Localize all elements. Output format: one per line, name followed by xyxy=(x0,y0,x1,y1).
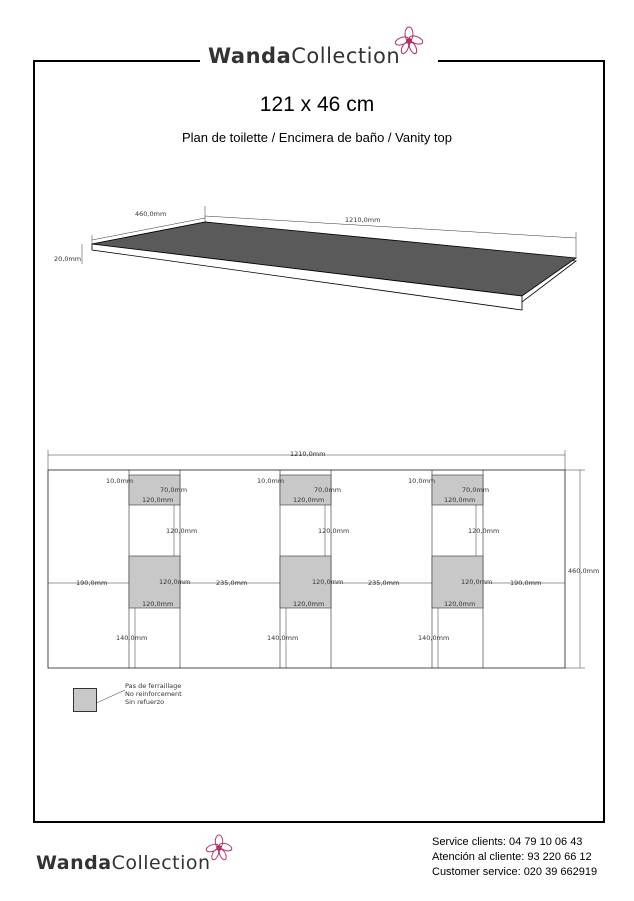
legend-line-en: No reinforcement xyxy=(125,690,182,698)
dim-pad-top-2: 10,0mm xyxy=(257,477,285,485)
dim-pad-width-3a: 120,0mm xyxy=(444,496,476,504)
dim-large-height-2: 120,0mm xyxy=(312,578,344,586)
dim-gap-1: 235,0mm xyxy=(216,579,248,587)
dim-pad-width-1b: 120,0mm xyxy=(142,600,174,608)
brand-word-wanda: Wanda xyxy=(36,852,112,874)
reinforcement-pads xyxy=(129,475,483,608)
brand-word-collection: Collection xyxy=(291,44,401,68)
service-es: Atención al cliente: 93 220 66 12 xyxy=(432,851,592,863)
dim-thickness-perspective: 20,0mm xyxy=(54,255,82,263)
dim-pad-width-1a: 120,0mm xyxy=(142,496,174,504)
dim-spacing-1: 120,0mm xyxy=(166,527,198,535)
dim-spacing-2: 120,0mm xyxy=(318,527,350,535)
dim-small-height-2: 70,0mm xyxy=(314,486,342,494)
service-contacts xyxy=(432,835,597,880)
page-title: 121 x 46 cm xyxy=(259,93,375,116)
dim-edge-left: 190,0mm xyxy=(76,579,108,587)
perspective-view xyxy=(82,206,576,310)
page-subtitle: Plan de toilette / Encimera de baño / Vanity top xyxy=(181,130,453,145)
dim-edge-right: 190,0mm xyxy=(510,579,542,587)
dim-bottom-1: 140,0mm xyxy=(116,634,148,642)
legend-line-es: Sin refuerzo xyxy=(125,698,165,706)
service-fr: Service clients: 04 79 10 06 43 xyxy=(432,836,583,848)
dim-pad-width-2a: 120,0mm xyxy=(293,496,325,504)
dim-pad-width-2b: 120,0mm xyxy=(293,600,325,608)
brand-word-collection: Collection xyxy=(111,852,211,874)
dim-overall-width: 1210,0mm xyxy=(290,450,326,458)
service-en: Customer service: 020 39 662919 xyxy=(432,866,598,878)
dim-large-height-3: 120,0mm xyxy=(461,578,493,586)
dim-pad-width-3b: 120,0mm xyxy=(444,600,476,608)
legend-line-fr: Pas de ferraillage xyxy=(125,682,182,690)
dim-small-height-3: 70,0mm xyxy=(462,486,490,494)
dim-overall-depth: 460,0mm xyxy=(568,567,600,575)
dim-large-height-1: 120,0mm xyxy=(159,578,191,586)
dim-depth-perspective: 460,0mm xyxy=(135,210,167,218)
legend-text xyxy=(125,682,182,706)
dim-gap-2: 235,0mm xyxy=(368,579,400,587)
brand-word-wanda: Wanda xyxy=(208,44,292,68)
dim-spacing-3: 120,0mm xyxy=(468,527,500,535)
dim-pad-top-3: 10,0mm xyxy=(408,477,436,485)
dim-bottom-2: 140,0mm xyxy=(267,634,299,642)
orchid-icon xyxy=(205,834,233,862)
dim-small-height-1: 70,0mm xyxy=(160,486,188,494)
dim-pad-top-1: 10,0mm xyxy=(106,477,134,485)
dim-width-perspective: 1210,0mm xyxy=(345,216,381,224)
dim-bottom-3: 140,0mm xyxy=(418,634,450,642)
brand-logo-bottom xyxy=(36,836,239,876)
legend-swatch xyxy=(73,688,97,712)
